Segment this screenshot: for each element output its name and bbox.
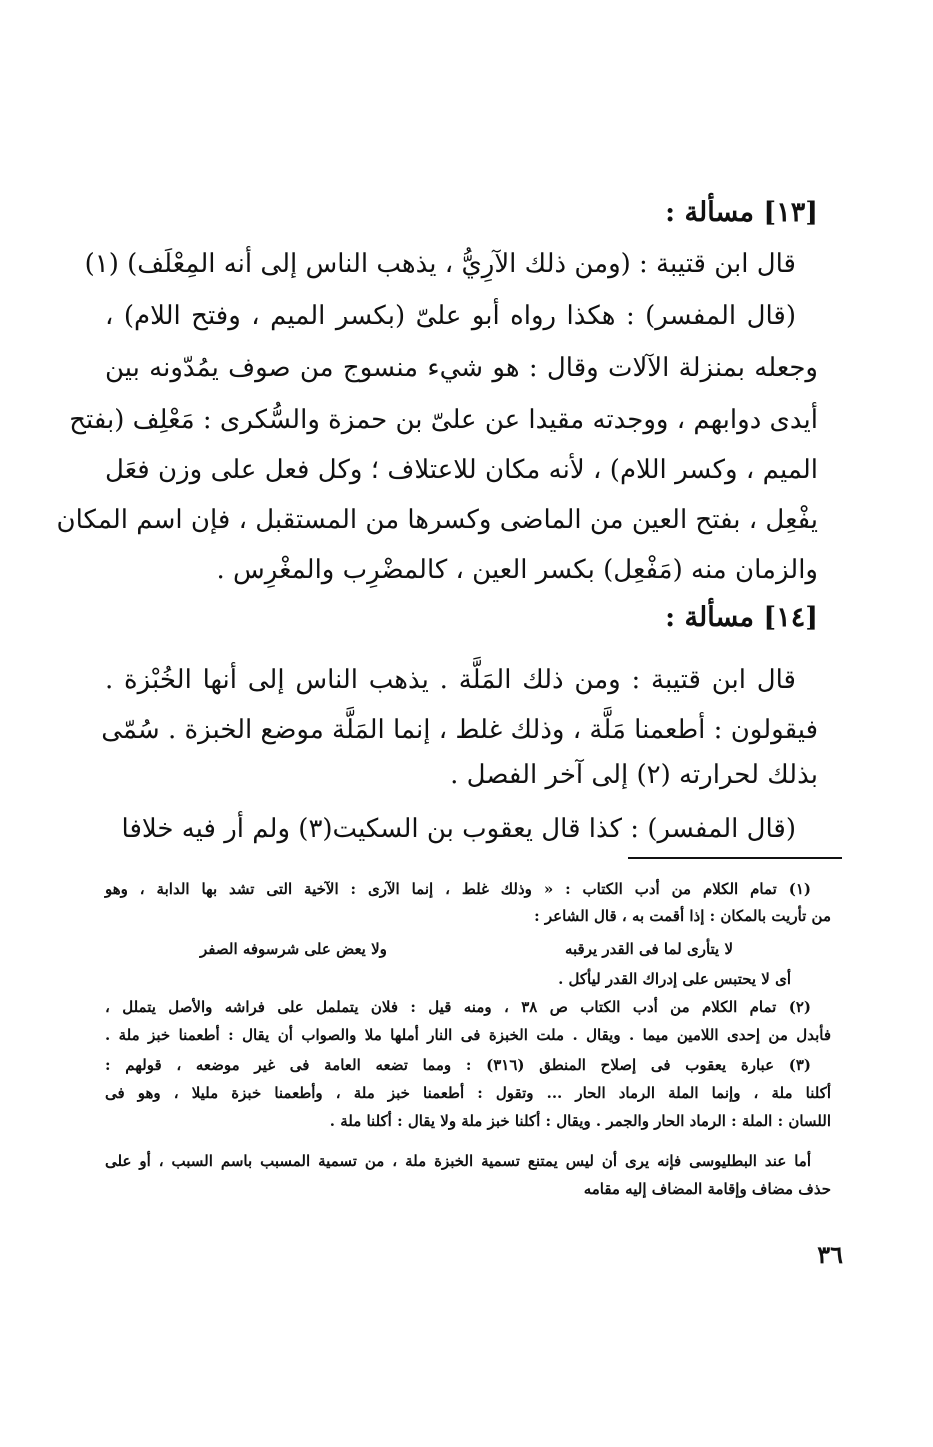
verse-hemistich-1: لا يتأرى لما فى القدر يرقبه: [564, 940, 733, 958]
text-line: والزمان منه (مَفْعِل) بكسر العين ، كالمضْرِب والمغْرِس .: [216, 555, 818, 585]
text-line: فيقولون : أطعمنا مَلَّة ، وذلك غلط ، إنما المَلَّة موضع الخبزة . سُمّى: [101, 715, 818, 745]
footnote-line: (٢) تمام الكلام من أدب الكتاب ص ٣٨ ، ومنه قيل : فلان يتململ على فراشه والأصل يتملل ،: [105, 998, 811, 1016]
section-heading-14: [١٤] مسألة :: [665, 602, 818, 633]
text-line: الميم ، وكسر اللام) ، لأنه مكان للاعتلاف ؛ وكل فعل على وزن فعَل: [105, 455, 818, 485]
footnote-line: أما عند البطليوسى فإنه يرى أن ليس يمتنع تسمية الخبزة ملة ، من تسمية المسبب باسم السبب ، أو على: [105, 1152, 811, 1170]
footnote-line: حذف مضاف وإقامة المضاف إليه مقامه: [583, 1180, 831, 1198]
footnote-line: فأبدل من إحدى اللامين ميما . ويقال . ملت الخبزة فى النار أملها ملا والصواب أن يقال : أطعمنا خبز ملة .: [105, 1026, 831, 1044]
section-heading-13: [١٣] مسألة :: [665, 197, 818, 228]
footnote-line: (١) تمام الكلام من أدب الكتاب : « وذلك غلط ، إنما الآرى : الآخية التى تشد بها الدابة ، وهو: [105, 880, 811, 898]
text-line: (قال المفسر) : هكذا رواه أبو علىّ (بكسر الميم ، وفتح اللام) ،: [105, 301, 796, 331]
text-line: (قال المفسر) : كذا قال يعقوب بن السكيت(٣) ولم أر فيه خلافا: [121, 814, 796, 844]
text-line: وجعله بمنزلة الآلات وقال : هو شيء منسوج من صوف يمُدّونه بين: [105, 353, 818, 383]
text-line: قال ابن قتيبة : ومن ذلك المَلَّة . يذهب الناس إلى أنها الخُبْزة .: [105, 665, 796, 695]
footnote-line: أكلنا ملة ، وإنما الملة الرماد الحار ... وتقول : أطعمنا خبز ملة ، وأطعمنا خبزة مليلا ، وهو فى: [105, 1084, 831, 1102]
footnote-line: من تأريت بالمكان : إذا أقمت به ، قال الشاعر :: [534, 907, 831, 925]
text-line: قال ابن قتيبة : (ومن ذلك الآرِيُّ ، يذهب الناس إلى أنه المِعْلَف) (١): [84, 249, 796, 279]
footnote-line: اللسان : الملة : الرماد الحار والجمر . ويقال : أكلنا خبز ملة ولا يقال : أكلنا ملة .: [329, 1112, 831, 1130]
footnote-separator: [628, 857, 842, 859]
footnote-line: (٣) عبارة يعقوب فى إصلاح المنطق (٣١٦) : ومما تضعه العامة فى غير موضعه ، قولهم :: [105, 1056, 811, 1074]
footnote-verse: [200, 938, 733, 960]
verse-hemistich-2: ولا يعض على شرسوفه الصفر: [200, 940, 387, 958]
text-line: يفْعِل ، بفتح العين من الماضى وكسرها من المستقبل ، فإن اسم المكان: [56, 505, 818, 535]
page-number: ٣٦: [817, 1240, 843, 1269]
text-line: بذلك لحرارته (٢) إلى آخر الفصل .: [450, 760, 818, 790]
text-line: أيدى دوابهم ، ووجدته مقيدا عن علىّ بن حمزة والسُّكرى : مَعْلِف (بفتح: [69, 405, 818, 435]
footnote-line: أى لا يحتبس على إدراك القدر ليأكل .: [558, 970, 791, 988]
